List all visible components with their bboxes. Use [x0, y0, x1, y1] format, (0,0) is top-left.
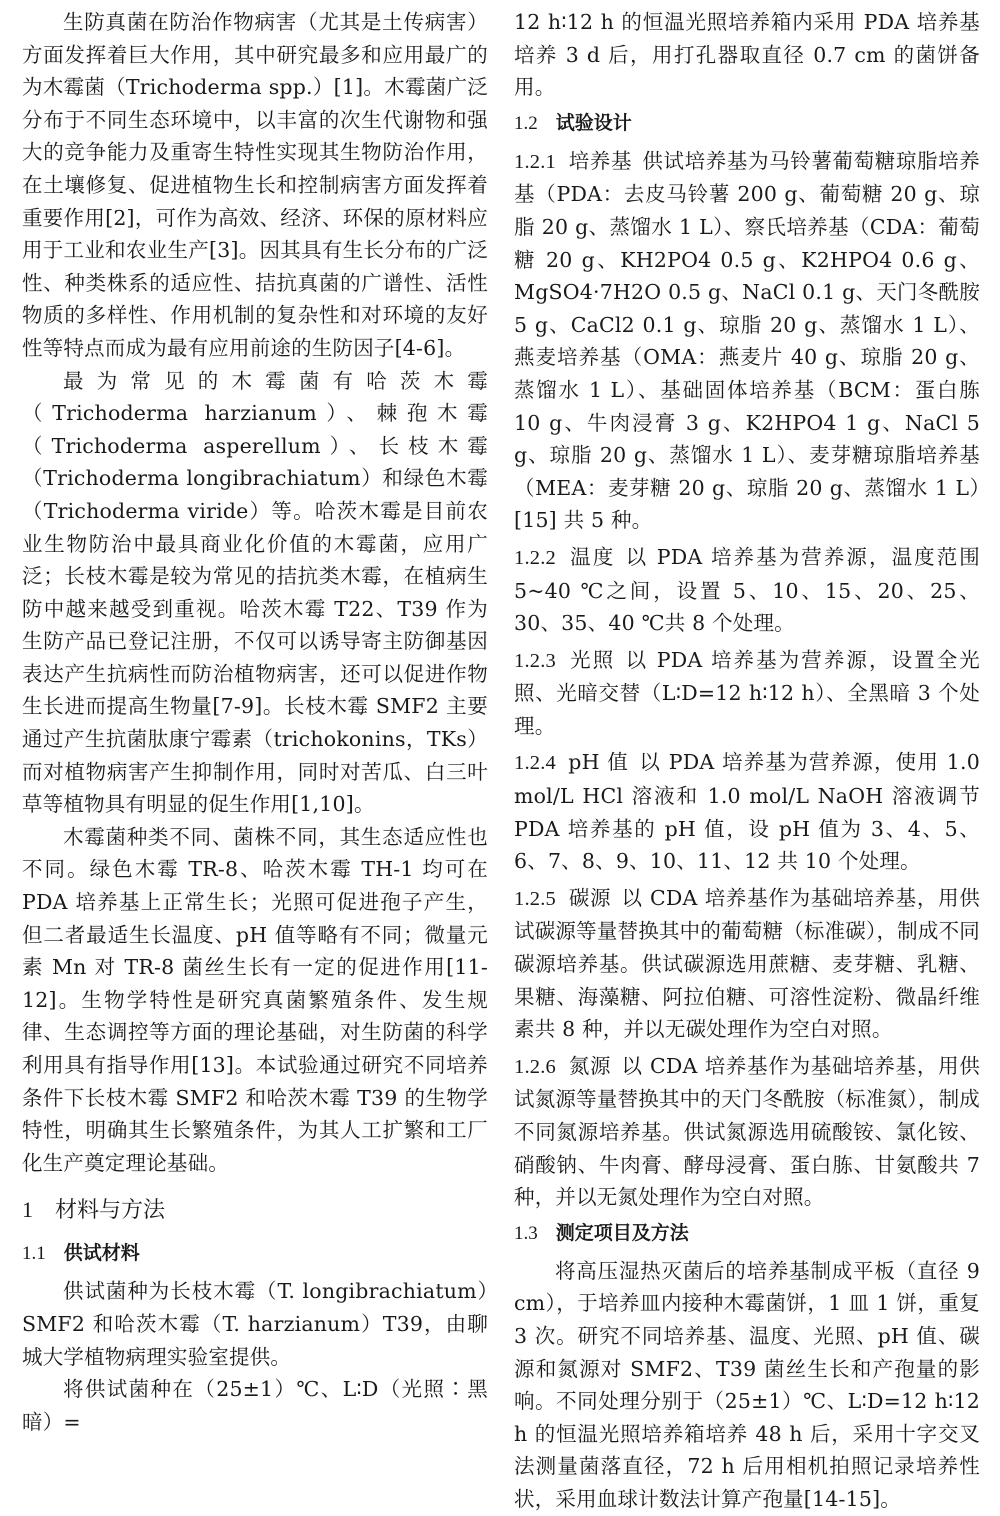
item-text: 以 CDA 培养基作为基础培养基，用供试氮源等量替换其中的天门冬酰胺（标准氮），制成不同氮源培养基。供试氮源选用硫酸铵、氯化铵、硝酸钠、牛肉膏、酵母浸膏、蛋白胨、甘氨酸共 7 种，并以无氮处理作为空白对照。: [514, 1053, 980, 1210]
left-column: [22, 6, 488, 1434]
item-text: 以 PDA 培养基为营养源，使用 1.0 mol/L HCl 溶液和 1.0 mol/L NaOH 溶液调节 PDA 培养基的 pH 值，设 pH 值为 3、4、5、6、7、8、9、10、11、12 共 10 个处理。: [514, 750, 980, 874]
item-text: 供试培养基为马铃薯葡萄糖琼脂培养基（PDA：去皮马铃薯 200 g、葡萄糖 20 g、琼脂 20 g、蒸馏水 1 L）、察氏培养基（CDA：葡萄糖 20 g、KH2PO4 0.5 g、K2HPO4 0.6 g、MgSO4·7H2O 0.5 g、NaCl 0.1 g、天门冬酰胺 5 g、CaCl2 0.1 g、琼脂 20 g、蒸馏水 1 L）、燕麦培养基（OMA：燕麦片 40 g、琼脂 20 g、蒸馏水 1 L）、基础固体培养基（BCM：蛋白胨 10 g、牛肉浸膏 3 g、K2HPO4 1 g、NaCl 5 g、琼脂 20 g、蒸馏水 1 L）、麦芽糖琼脂培养基（MEA：麦芽糖 20 g、琼脂 20 g、蒸馏水 1 L）[15] 共 5 种。: [514, 148, 981, 533]
subsection-heading-design: [514, 108, 980, 139]
design-item-carbon: [514, 882, 980, 1046]
section-number: 1: [22, 1197, 33, 1223]
subsection-number: 1.3: [514, 1222, 538, 1244]
item-number: 1.2.2: [514, 546, 556, 569]
item-title: 氮源: [568, 1053, 612, 1078]
design-item-nitrogen: [514, 1050, 980, 1214]
intro-paragraph-2: 最为常见的木霉菌有哈茨木霉（Trichoderma harzianum）、棘孢木霉（Trichoderma asperellum）、长枝木霉（Trichoderma longibrachiatum）和绿色木霉（Trichoderma viride）等。哈茨木霉是目前农业生物防治中最具商业化价值的木霉菌，应用广泛；长枝木霉是较为常见的拮抗类木霉，在植病生防中越来越受到重视。哈茨木霉 T22、T39 作为生防产品已登记注册，不仅可以诱导寄主防御基因表达产生抗病性而防治植物病害，还可以促进作物生长进而提高生物量[7-9]。长枝木霉 SMF2 主要通过产生抗菌肽康宁霉素（trichokonins，TKs）而对植物病害产生抑制作用，同时对苦瓜、白三叶草等植物具有明显的促生作用[1,10]。: [22, 368, 488, 817]
materials-paragraph: 供试菌种为长枝木霉（T. longibrachiatum）SMF2 和哈茨木霉（T. harzianum）T39，由聊城大学植物病理实验室提供。: [22, 1279, 488, 1369]
item-title: pH 值: [568, 750, 630, 775]
subsection-number: 1.2: [514, 112, 538, 134]
subsection-heading-measurement: [514, 1218, 980, 1249]
item-title: 培养基: [568, 148, 633, 173]
item-title: 碳源: [568, 885, 612, 910]
subsection-title: 测定项目及方法: [555, 1221, 689, 1244]
design-item-temperature: [514, 541, 980, 640]
item-title: 光照: [568, 647, 616, 672]
subsection-title: 供试材料: [63, 1242, 140, 1265]
intro-paragraph-3: 木霉菌种类不同、菌株不同，其生态适应性也不同。绿色木霉 TR-8、哈茨木霉 TH-1 均可在 PDA 培养基上正常生长；光照可促进孢子产生，但二者最适生长温度、pH 值等略有不同；微量元素 Mn 对 TR-8 菌丝生长有一定的促进作用[11-12]。生物学特性是研究真菌繁殖条件、发生规律、生态调控等方面的理论基础，对生防菌的科学利用具有指导作用[13]。本试验通过研究不同培养条件下长枝木霉 SMF2 和哈茨木霉 T39 的生物学特性，明确其生长繁殖条件，为其人工扩繁和工厂化生产奠定理论基础。: [22, 824, 488, 1175]
item-number: 1.2.1: [514, 150, 556, 173]
design-item-ph: [514, 746, 980, 877]
subsection-heading-materials: [22, 1238, 488, 1269]
item-text: 以 PDA 培养基为营养源，设置全光照、光暗交替（L∶D=12 h∶12 h）、全黑暗 3 个处理。: [514, 647, 980, 738]
item-text: 以 PDA 培养基为营养源，温度范围 5~40 ℃之间，设置 5、10、15、20、25、30、35、40 ℃共 8 个处理。: [514, 544, 980, 636]
item-number: 1.2.5: [514, 887, 556, 910]
subsection-number: 1.1: [22, 1243, 46, 1265]
culture-paragraph-start: 将供试菌种在（25±1）℃、L∶D（光照∶黑暗）=: [22, 1377, 488, 1434]
intro-paragraph-1: 生防真菌在防治作物病害（尤其是土传病害）方面发挥着巨大作用，其中研究最多和应用最广的为木霉菌（Trichoderma spp.）[1]。木霉菌广泛分布于不同生态环境中，以丰富的次生代谢物和强大的竞争能力及重寄生特性实现其生物防治作用，在土壤修复、促进植物生长和控制病害方面发挥着重要作用[2]，可作为高效、经济、环保的原材料应用于工业和农业生产[3]。因其具有生长分布的广泛性、种类株系的适应性、拮抗真菌的广谱性、活性物质的多样性、作用机制的复杂性和对环境的友好性等特点而成为最有应用前途的生防因子[4-6]。: [22, 10, 488, 360]
subsection-title: 试验设计: [555, 111, 632, 134]
item-number: 1.2.3: [514, 649, 556, 672]
item-text: 以 CDA 培养基作为基础培养基，用供试碳源等量替换其中的葡萄糖（标准碳），制成不同碳源培养基。供试碳源选用蔗糖、麦芽糖、乳糖、果糖、海藻糖、阿拉伯糖、可溶性淀粉、微晶纤维素共 8 种，并以无碳处理作为空白对照。: [514, 885, 980, 1042]
culture-paragraph-continued: 12 h∶12 h 的恒温光照培养箱内采用 PDA 培养基培养 3 d 后，用打孔器取直径 0.7 cm 的菌饼备用。: [514, 10, 980, 100]
section-title: 材料与方法: [55, 1198, 166, 1224]
item-title: 温度: [568, 544, 616, 569]
section-heading-methods: [22, 1195, 488, 1226]
measurement-paragraph: 将高压湿热灭菌后的培养基制成平板（直径 9 cm），于培养皿内接种木霉菌饼，1 皿 1 饼，重复 3 次。研究不同培养基、温度、光照、pH 值、碳源和氮源对 SMF2、T39 菌丝生长和产孢量的影响。不同处理分别于（25±1）℃、L∶D=12 h∶12 h 的恒温光照培养箱培养 48 h 后，采用十字交叉法测量菌落直径，72 h 后用相机拍照记录培养性状，采用血球计数法计算产孢量[14-15]。: [514, 1258, 980, 1511]
right-column: [514, 6, 981, 1511]
design-item-medium: [514, 145, 980, 537]
item-number: 1.2.4: [514, 752, 556, 775]
design-item-light: [514, 644, 980, 743]
item-number: 1.2.6: [514, 1055, 556, 1078]
